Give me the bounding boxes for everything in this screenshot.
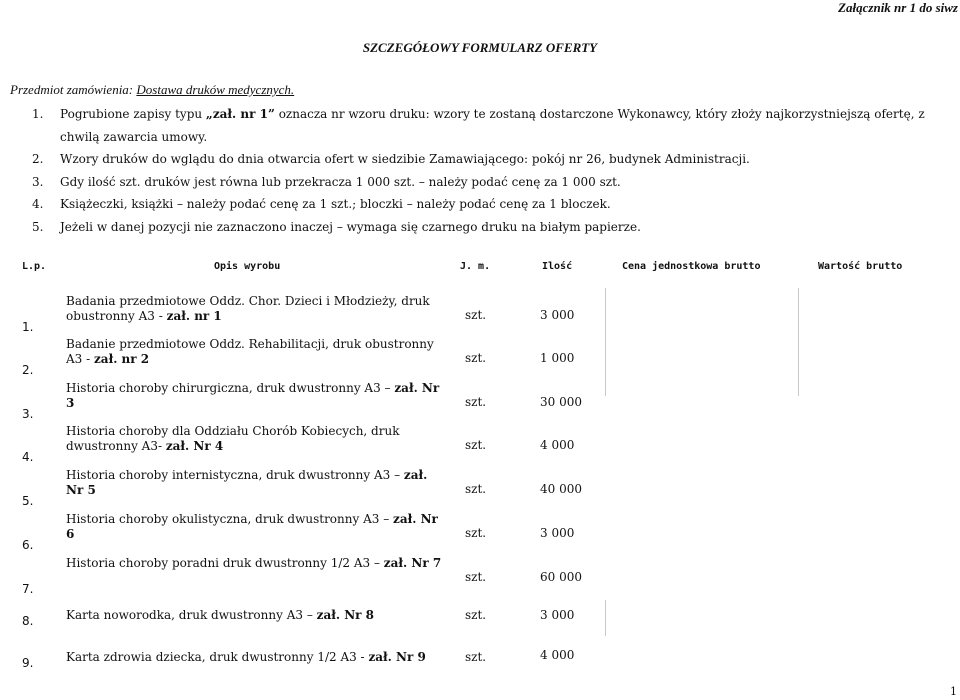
- row-description-text: Historia choroby poradni druk dwustronny 1/2 A3 –: [66, 556, 384, 570]
- note-bold: „zał. nr 1”: [205, 107, 275, 121]
- row-template-code: zał. Nr 7: [383, 556, 442, 570]
- note-text: Gdy ilość szt. druków jest równa lub przekracza 1 000 szt. – należy podać cenę za 1 000 szt.: [60, 174, 621, 189]
- row-unit: szt.: [465, 650, 487, 664]
- header-description: Opis wyrobu: [214, 261, 281, 272]
- row-number: 8.: [22, 614, 34, 628]
- table-row: [0, 294, 960, 338]
- row-number: 9.: [22, 656, 34, 670]
- header-total-value: Wartość brutto: [818, 261, 903, 272]
- row-template-code: zał. Nr 4: [165, 439, 224, 453]
- subject-label: Przedmiot zamówienia:: [10, 82, 134, 97]
- row-number: 4.: [22, 450, 34, 464]
- note-text: Wzory druków do wglądu do dnia otwarcia ofert w siedzibie Zamawiającego: pokój nr 26, budynek Administracji.: [60, 152, 750, 166]
- table-row: [0, 600, 960, 632]
- subject-value: Dostawa druków medycznych.: [136, 82, 295, 97]
- row-unit: szt.: [465, 570, 487, 584]
- row-quantity: 4 000: [540, 438, 575, 452]
- header-lp: L.p.: [22, 261, 47, 272]
- row-quantity: 30 000: [540, 395, 582, 409]
- note-number: 3.: [32, 174, 44, 189]
- row-number: 2.: [22, 363, 34, 377]
- row-template-code: zał. Nr 5: [66, 468, 428, 497]
- row-quantity: 3 000: [540, 608, 575, 622]
- row-description: [66, 337, 446, 367]
- row-description-text: Badania przedmiotowe Oddz. Chor. Dzieci i Młodzieży, druk obustronny A3 -: [66, 294, 430, 323]
- table-row: [0, 556, 960, 600]
- row-description-text: Badanie przedmiotowe Oddz. Rehabilitacji, druk obustronny A3 -: [66, 337, 434, 366]
- row-template-code: zał. Nr 9: [368, 650, 426, 664]
- row-number: 1.: [22, 320, 34, 334]
- row-template-code: zał. Nr 6: [66, 512, 438, 541]
- row-number: 5.: [22, 494, 34, 508]
- row-quantity: 3 000: [540, 526, 575, 540]
- row-number: 7.: [22, 582, 34, 596]
- row-template-code: zał. Nr 8: [316, 608, 375, 622]
- row-unit: szt.: [465, 526, 487, 540]
- header-unit-price: Cena jednostkowa brutto: [622, 261, 761, 272]
- table-row: [0, 381, 960, 425]
- note-text: Jeżeli w danej pozycji nie zaznaczono inaczej – wymaga się czarnego druku na białym papierze.: [60, 219, 641, 234]
- table-row: [0, 512, 960, 556]
- row-description-text: Karta zdrowia dziecka, druk dwustronny 1/2 A3 -: [66, 650, 369, 664]
- row-description: [66, 650, 446, 665]
- row-quantity: 40 000: [540, 482, 582, 496]
- row-description: [66, 294, 446, 324]
- row-description-text: Karta noworodka, druk dwustronny A3 –: [66, 608, 317, 622]
- row-unit: szt.: [465, 308, 487, 322]
- row-unit: szt.: [465, 438, 487, 452]
- table-row: [0, 337, 960, 381]
- row-unit: szt.: [465, 395, 487, 409]
- row-description: [66, 468, 446, 498]
- row-unit: szt.: [465, 608, 487, 622]
- row-quantity: 60 000: [540, 570, 582, 584]
- row-description-text: Historia choroby chirurgiczna, druk dwustronny A3 –: [66, 381, 395, 395]
- attachment-label: Załącznik nr 1 do siwz: [838, 0, 958, 15]
- row-number: 6.: [22, 538, 34, 552]
- note-text-post: oznacza nr wzoru druku: wzory te zostaną dostarczone Wykonawcy, który złoży najkorzystniejszą ofertę, z chwilą zawarcia umowy.: [60, 107, 925, 144]
- row-description-text: Historia choroby okulistyczna, druk dwustronny A3 –: [66, 512, 394, 526]
- note-number: 2.: [32, 152, 44, 166]
- note-text: Książeczki, książki – należy podać cenę za 1 szt.; bloczki – należy podać cenę za 1 bloczek.: [60, 197, 611, 211]
- row-description-text: Historia choroby dla Oddziału Chorób Kobiecych, druk dwustronny A3-: [66, 424, 400, 453]
- header-unit: J. m.: [460, 261, 491, 272]
- note-number: 1.: [32, 107, 44, 121]
- row-description: [66, 608, 446, 623]
- row-template-code: zał. nr 2: [93, 352, 150, 366]
- row-description: [66, 556, 446, 571]
- note-number: 4.: [32, 197, 44, 211]
- row-template-code: zał. Nr 3: [66, 381, 440, 410]
- row-quantity: 4 000: [540, 648, 575, 662]
- row-description: [66, 424, 446, 454]
- note-number: 5.: [32, 219, 44, 234]
- row-description-text: Historia choroby internistyczna, druk dwustronny A3 –: [66, 468, 404, 482]
- row-description: [66, 381, 446, 411]
- page-number: 1: [950, 685, 957, 698]
- note-text: Pogrubione zapisy typu: [60, 107, 206, 121]
- table-row: [0, 642, 960, 674]
- header-quantity: Ilość: [542, 261, 573, 272]
- row-quantity: 1 000: [540, 351, 575, 365]
- row-unit: szt.: [465, 351, 487, 365]
- form-title: SZCZEGÓŁOWY FORMULARZ OFERTY: [362, 40, 598, 55]
- row-unit: szt.: [465, 482, 487, 496]
- row-template-code: zał. nr 1: [166, 309, 222, 323]
- row-description: [66, 512, 446, 542]
- row-number: 3.: [22, 407, 34, 421]
- table-row: [0, 468, 960, 512]
- row-quantity: 3 000: [540, 308, 575, 322]
- table-row: [0, 424, 960, 468]
